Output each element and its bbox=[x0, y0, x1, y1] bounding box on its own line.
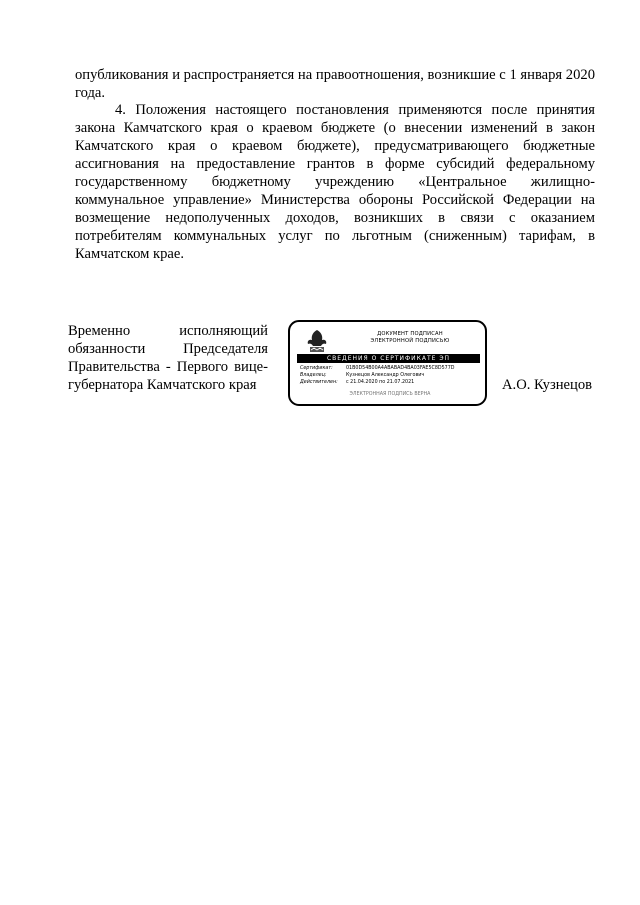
paragraph-item-4: 4. Положения настоящего постановления применяются после принятия закона Камчатского края о краевом бюджете (о внесении изменений в закон Камчатского края о краевом бюджете), предусматривающего бюджетные ассигнования на предоставление грантов в форме субсидий федеральному государственному бюджетному учреждению «Центральное жилищно-коммунальное управление» Министерства обороны Российской Федерации на возмещение недополученных доходов, возникших в связи с оказанием потребителям коммунальных услуг по льготным (сниженным) тарифам, в Камчатском крае. bbox=[75, 102, 595, 262]
signer-name: А.О. Кузнецов bbox=[502, 377, 593, 393]
certificate-row: Сертификат: 01B0D54B00A4ABABAD4BA03FAE5C8D577D bbox=[300, 366, 455, 371]
stamp-header: ДОКУМЕНТ ПОДПИСАН ЭЛЕКТРОННОЙ ПОДПИСЬЮ bbox=[370, 331, 450, 344]
paragraph-continuation: опубликования и распространяется на правоотношения, возникшие с 1 января 2020 года. bbox=[75, 67, 595, 101]
electronic-signature-stamp bbox=[288, 320, 487, 406]
signer-position-title: Временно исполняющий обязанности Председателя Правительства - Первого вице-губернатора Камчатского края bbox=[68, 323, 268, 393]
stamp-banner: СВЕДЕНИЯ О СЕРТИФИКАТЕ ЭП bbox=[297, 354, 480, 363]
validity-row: Действителен: с 21.04.2020 по 21.07.2021 bbox=[300, 380, 415, 385]
stamp-footer: ЭЛЕКТРОННАЯ ПОДПИСЬ ВЕРНА bbox=[349, 392, 431, 397]
coat-of-arms-icon bbox=[304, 328, 330, 354]
owner-row: Владелец: Кузнецов Александр Олегович bbox=[300, 373, 425, 378]
